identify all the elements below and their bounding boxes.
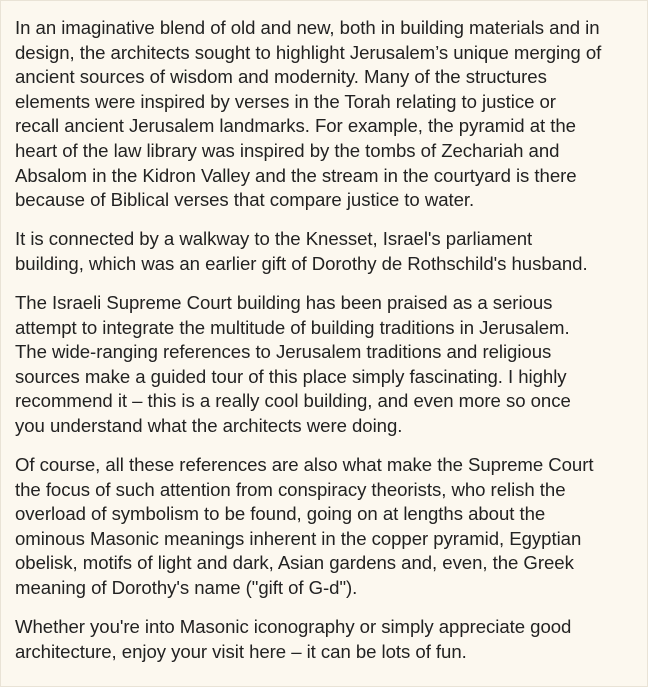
text-line: sources make a guided tour of this place simply fascinating. I highly (15, 365, 567, 387)
paragraph-design-intro (15, 16, 635, 213)
text-line: the focus of such attention from conspiracy theorists, who relish the (15, 478, 566, 500)
paragraph-closing (15, 615, 635, 664)
text-line: ominous Masonic meanings inherent in the copper pyramid, Egyptian (15, 527, 582, 549)
text-line: In an imaginative blend of old and new, both in building materials and in (15, 17, 600, 38)
paragraph-knesset-walkway (15, 227, 635, 276)
text-line: meaning of Dorothy's name ("gift of G-d"). (15, 576, 358, 598)
text-line: The wide-ranging references to Jerusalem traditions and religious (15, 341, 552, 363)
paragraph-building-traditions (15, 291, 635, 439)
text-line: ancient sources of wisdom and modernity. Many of the structures (15, 66, 547, 88)
text-line: Whether you're into Masonic iconography or simply appreciate good (15, 616, 572, 638)
text-line: design, the architects sought to highlight Jerusalem’s unique merging of (15, 41, 602, 63)
text-line: you understand what the architects were doing. (15, 414, 403, 436)
text-line: attempt to integrate the multitude of building traditions in Jerusalem. (15, 316, 570, 338)
text-line: because of Biblical verses that compare justice to water. (15, 189, 475, 211)
text-line: Of course, all these references are also what make the Supreme Court (15, 454, 594, 475)
text-line: obelisk, motifs of light and dark, Asian gardens and, even, the Greek (15, 552, 574, 574)
paragraph-conspiracy-theorists (15, 453, 635, 601)
text-line: overload of symbolism to be found, going on at lengths about the (15, 503, 546, 525)
text-line: The Israeli Supreme Court building has been praised as a serious (15, 291, 553, 313)
text-line: recommend it – this is a really cool building, and even more so once (15, 390, 571, 412)
text-line: It is connected by a walkway to the Knesset, Israel's parliament (15, 228, 533, 250)
text-line: architecture, enjoy your visit here – it can be lots of fun. (15, 640, 467, 662)
text-line: heart of the law library was inspired by the tombs of Zechariah and (15, 139, 560, 161)
text-line: elements were inspired by verses in the Torah relating to justice or (15, 90, 556, 112)
text-line: building, which was an earlier gift of Dorothy de Rothschild's husband. (15, 252, 588, 274)
text-line: Absalom in the Kidron Valley and the stream in the courtyard is there (15, 164, 577, 186)
text-line: recall ancient Jerusalem landmarks. For example, the pyramid at the (15, 115, 576, 137)
article-body (15, 16, 635, 664)
